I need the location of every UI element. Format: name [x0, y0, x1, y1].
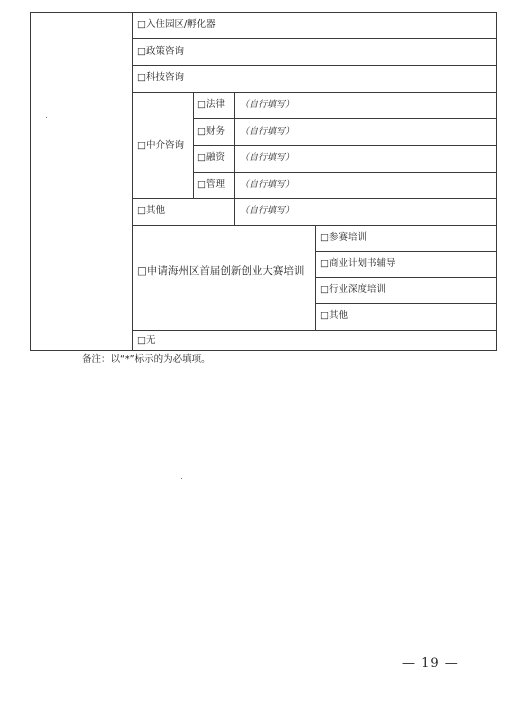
option-management[interactable]: □管理	[197, 179, 225, 190]
option-other[interactable]: □其他	[137, 205, 165, 216]
hint-other: （自行填写）	[240, 206, 295, 216]
option-contest-training[interactable]: □申请海州区首届创新创业大赛培训	[137, 265, 305, 277]
option-incubator[interactable]: □入住园区/孵化器	[137, 19, 216, 30]
hint-financing: （自行填写）	[240, 153, 295, 163]
option-contest-other[interactable]: □其他	[320, 310, 348, 321]
row-divider	[132, 330, 497, 331]
row-divider	[132, 92, 497, 93]
row-divider	[315, 251, 497, 252]
table-border-left	[30, 12, 31, 351]
option-policy-consult[interactable]: □政策咨询	[137, 46, 184, 57]
scan-speck	[46, 117, 47, 118]
hint-management: （自行填写）	[240, 180, 295, 190]
table-border-top	[30, 12, 497, 13]
hint-col-divider	[234, 92, 235, 225]
row-divider	[193, 172, 497, 173]
option-finance[interactable]: □财务	[197, 126, 225, 137]
option-tech-consult[interactable]: □科技咨询	[137, 72, 184, 83]
hint-legal: （自行填写）	[240, 100, 295, 110]
option-legal[interactable]: □法律	[197, 99, 225, 110]
page-number: — 19 —	[402, 656, 459, 671]
row-divider	[193, 145, 497, 146]
row-divider	[193, 118, 497, 119]
column-divider	[132, 12, 133, 351]
row-divider	[132, 65, 497, 66]
scan-speck	[181, 478, 182, 479]
option-none[interactable]: □无	[137, 335, 156, 346]
row-divider	[132, 198, 497, 199]
agency-subcol-divider	[193, 92, 194, 199]
row-divider	[132, 38, 497, 39]
option-financing[interactable]: □融资	[197, 152, 225, 163]
hint-finance: （自行填写）	[240, 127, 295, 137]
option-industry-training[interactable]: □行业深度培训	[320, 284, 386, 295]
option-business-plan[interactable]: □商业计划书辅导	[320, 258, 396, 269]
table-border-right	[496, 12, 497, 351]
footnote: 备注：以“*”标示的为必填项。	[82, 354, 211, 365]
option-agency-consult[interactable]: □中介咨询	[137, 140, 184, 151]
option-contest-prep[interactable]: □参赛培训	[320, 232, 367, 243]
row-divider	[315, 277, 497, 278]
row-divider	[315, 303, 497, 304]
